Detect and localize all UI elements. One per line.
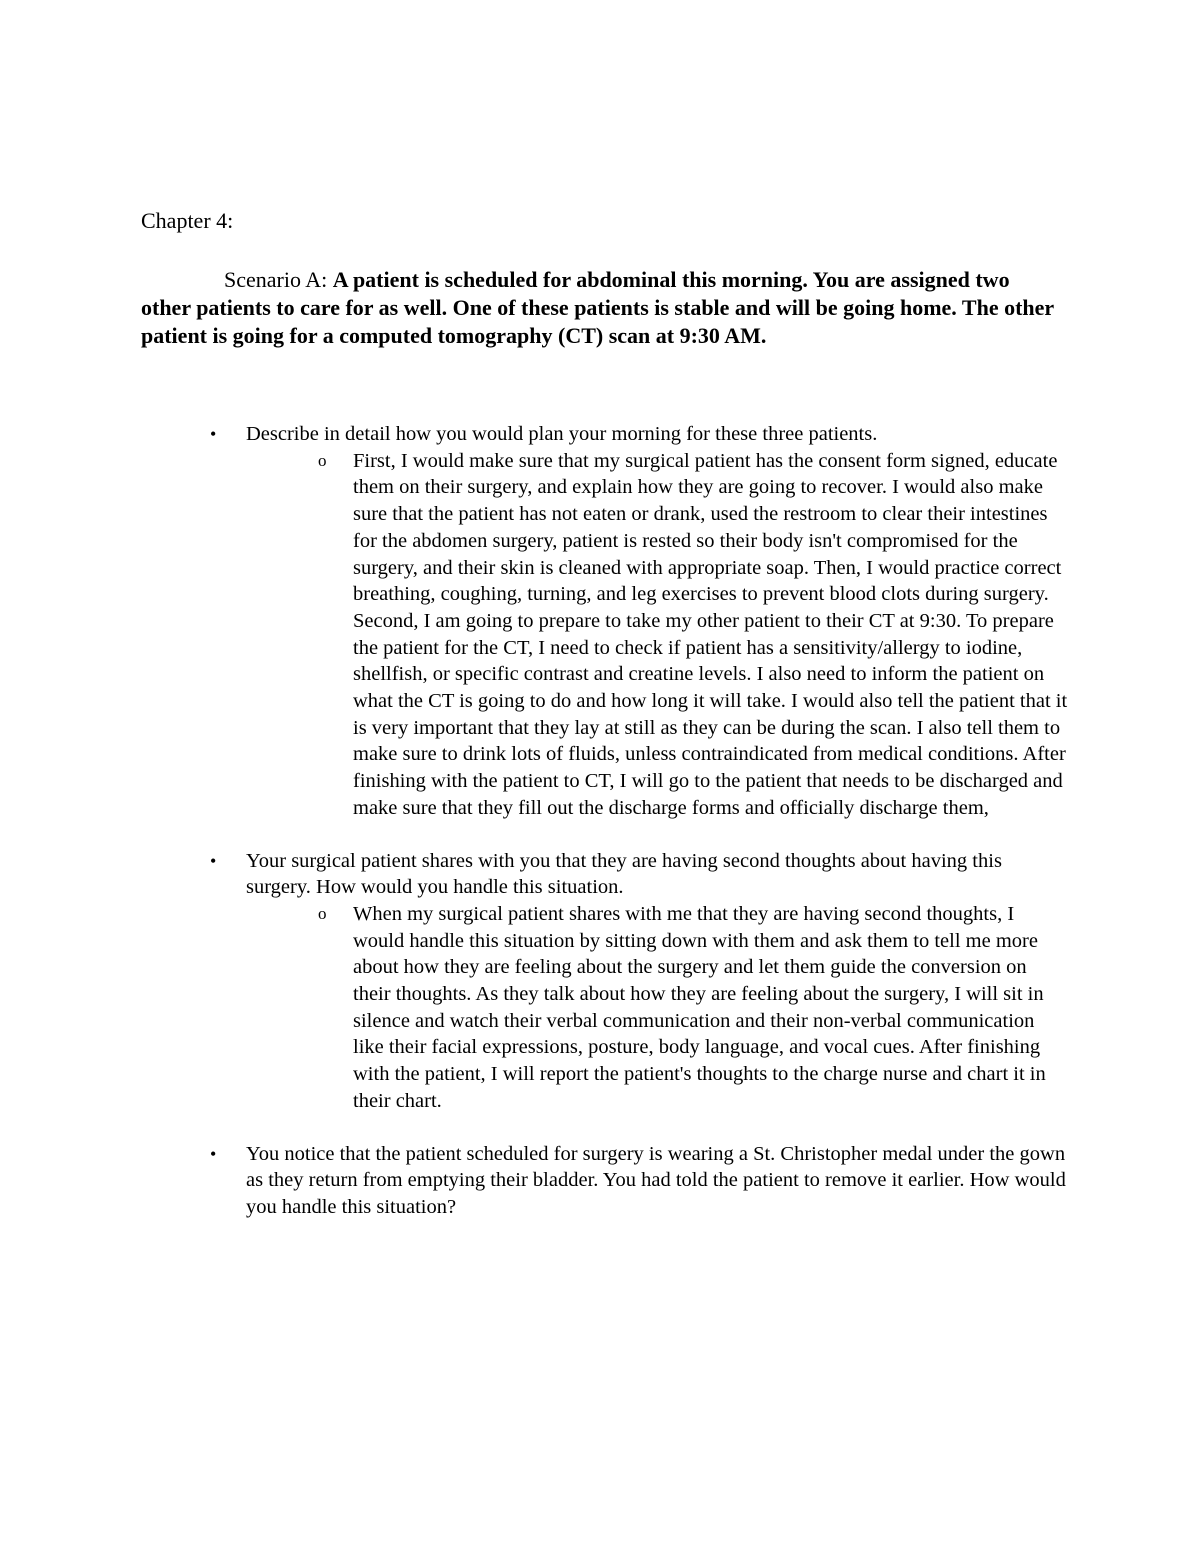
scenario-body: A patient is scheduled for abdominal this morning. You are assigned two other patients to care for as well. One of these patients is stable and will be going home. The other patient is going for a computed tomography (CT) scan at 9:30 AM.: [141, 267, 1054, 348]
answer-item: [246, 448, 1071, 822]
scenario-label: Scenario A:: [224, 267, 328, 292]
question-text: Your surgical patient shares with you that they are having second thoughts about having this surgery. How would you handle this situation.: [246, 849, 1002, 899]
answer-list: [246, 901, 1071, 1115]
scenario-paragraph: [141, 266, 1061, 350]
bullet-icon: •: [210, 424, 217, 444]
question-text: You notice that the patient scheduled for surgery is wearing a St. Christopher medal under the gown as they return from emptying their bladder. You had told the patient to remove it earlier. How would you handle this situation?: [246, 1142, 1066, 1218]
bullet-icon: •: [210, 850, 217, 871]
bullet-icon: •: [210, 1143, 217, 1164]
chapter-heading: Chapter 4:: [141, 208, 234, 233]
answer-list: [246, 448, 1071, 822]
question-text: Describe in detail how you would plan your morning for these three patients.: [246, 423, 878, 445]
answer-text: When my surgical patient shares with me that they are having second thoughts, I would handle this situation by sitting down with them and ask them to tell me more about how they are feeling about the surgery and let them guide the conversion on their thoughts. As they talk about how they are feeling about the surgery, I will sit in silence and watch their verbal communication and their non-verbal communication like their facial expressions, posture, body language, and vocal cues. After finishing with the patient, I will report the patient's thoughts to the charge nurse and chart it in their chart.: [353, 902, 1046, 1112]
question-item: [141, 1141, 1071, 1221]
sub-bullet-icon: o: [318, 903, 327, 923]
sub-bullet-icon: o: [318, 450, 327, 470]
question-list: [141, 421, 1071, 1221]
answer-item: [246, 901, 1071, 1115]
question-item: [141, 848, 1071, 1115]
answer-text: First, I would make sure that my surgical patient has the consent form signed, educate them on their surgery, and explain how they are going to recover. I would also make sure that the patient has not eaten or drank, used the restroom to clear their intestines for the abdomen surgery, patient is rested so their body isn't compromised for the surgery, and their skin is cleaned with appropriate soap. Then, I would practice correct breathing, coughing, turning, and leg exercises to prevent blood clots during surgery. Second, I am going to prepare to take my other patient to their CT at 9:30. To prepare the patient for the CT, I need to check if patient has a sensitivity/allergy to iodine, shellfish, or specific contrast and creatine levels. I also need to inform the patient on what the CT is going to do and how long it will take. I would also tell the patient that it is very important that they lay at still as they can be during the scan. I also tell them to make sure to drink lots of fluids, unless contraindicated from medical conditions. After finishing with the patient to CT, I will go to the patient that needs to be discharged and make sure that they fill out the discharge forms and officially discharge them,: [353, 449, 1068, 819]
question-item: [141, 421, 1071, 822]
